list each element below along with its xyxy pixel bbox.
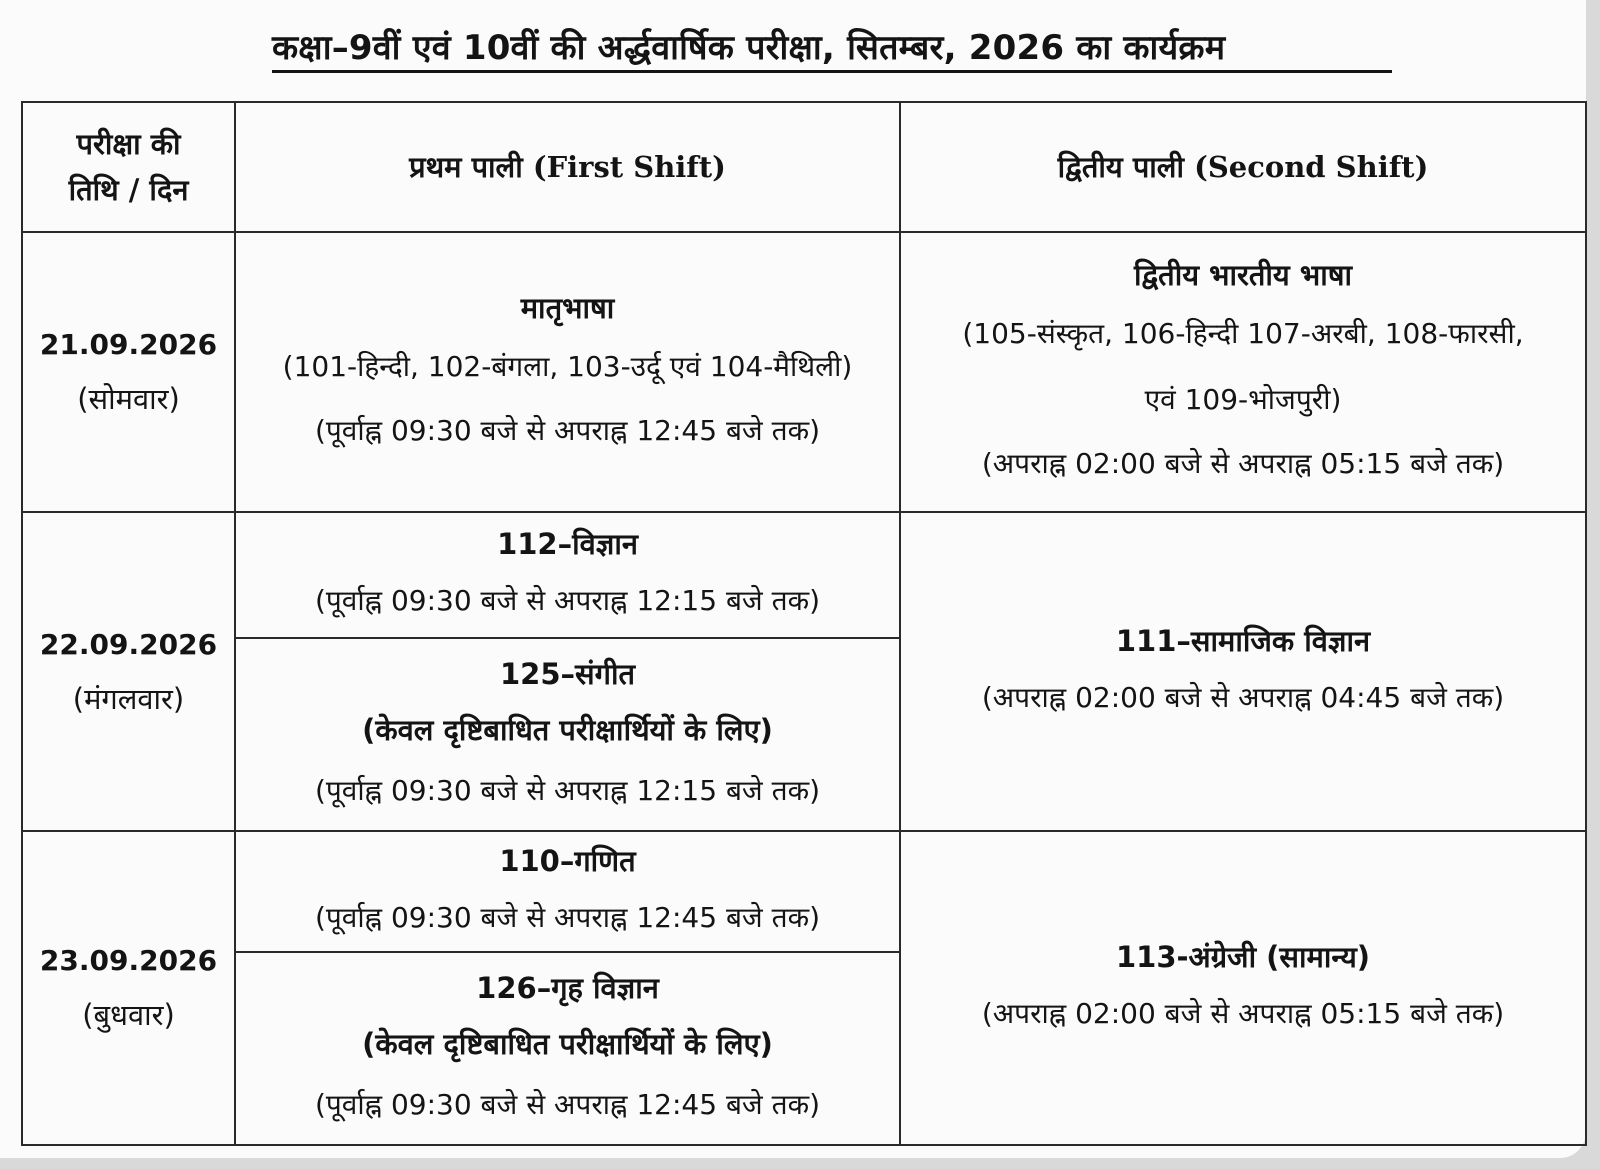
- subject-codes-line1: (105-संस्कृत, 106-हिन्दी 107-अरबी, 108-फारसी,: [962, 317, 1524, 350]
- date-cell: [22, 232, 235, 512]
- second-shift-cell: [900, 512, 1586, 831]
- subject-name: मातृभाषा: [520, 291, 615, 325]
- date-cell: [22, 831, 235, 1145]
- subject-name: 125–संगीत: [499, 656, 635, 691]
- exam-day: (बुधवार): [82, 998, 175, 1032]
- page-title: कक्षा–9वीं एवं 10वीं की अर्द्धवार्षिक परीक्षा, सितम्बर, 2026 का कार्यक्रम: [272, 28, 1392, 73]
- subject-note: (केवल दृष्टिबाधित परीक्षार्थियों के लिए): [362, 1026, 773, 1061]
- date-cell: [22, 512, 235, 831]
- subject-codes-line2: एवं 109-भोजपुरी): [1144, 383, 1342, 416]
- first-shift-cell: [235, 232, 900, 512]
- exam-schedule-table: [21, 101, 1587, 1146]
- header-second-shift: [900, 102, 1586, 232]
- exam-time: (अपराह्न 02:00 बजे से अपराह्न 04:45 बजे तक): [981, 680, 1505, 714]
- exam-day: (मंगलवार): [72, 681, 185, 716]
- first-shift-cell: [235, 831, 900, 952]
- header-first-shift-english: (First Shift): [532, 150, 726, 184]
- exam-time: (पूर्वाह्न 09:30 बजे से अपराह्न 12:45 बजे तक): [314, 900, 820, 934]
- exam-day: (सोमवार): [77, 382, 180, 416]
- second-shift-cell: [900, 831, 1586, 1145]
- header-second-shift-english: (Second Shift): [1194, 150, 1429, 184]
- header-first-shift: [235, 102, 900, 232]
- header-row: [22, 102, 1586, 232]
- exam-date: 21.09.2026: [39, 328, 218, 361]
- subject-name: 112–विज्ञान: [497, 527, 638, 561]
- subject-codes: (101-हिन्दी, 102-बंगला, 103-उर्दू एवं 104-मैथिली): [282, 350, 853, 383]
- exam-time: (अपराह्न 02:00 बजे से अपराह्न 05:15 बजे तक): [981, 447, 1505, 480]
- exam-time: (पूर्वाह्न 09:30 बजे से अपराह्न 12:45 बजे तक): [314, 1087, 820, 1121]
- table-row: [22, 831, 1586, 952]
- subject-name: द्वितीय भारतीय भाषा: [1133, 258, 1353, 292]
- first-shift-cell: [235, 512, 900, 638]
- subject-name: 126–गृह विज्ञान: [476, 970, 659, 1005]
- subject-name: 110–गणित: [499, 843, 636, 878]
- table-row: [22, 512, 1586, 638]
- exam-time: (पूर्वाह्न 09:30 बजे से अपराह्न 12:45 बजे तक): [314, 414, 820, 447]
- first-shift-cell: [235, 952, 900, 1145]
- exam-date: 22.09.2026: [39, 627, 218, 661]
- table-row: [22, 232, 1586, 512]
- second-shift-cell: [900, 232, 1586, 512]
- header-second-shift-hindi: द्वितीय पाली: [1057, 150, 1184, 184]
- exam-time: (अपराह्न 02:00 बजे से अपराह्न 05:15 बजे तक): [981, 997, 1505, 1030]
- exam-date: 23.09.2026: [39, 944, 218, 977]
- exam-time: (पूर्वाह्न 09:30 बजे से अपराह्न 12:15 बजे तक): [314, 773, 820, 807]
- exam-time: (पूर्वाह्न 09:30 बजे से अपराह्न 12:15 बजे तक): [314, 584, 820, 617]
- header-first-shift-hindi: प्रथम पाली: [409, 150, 523, 184]
- header-date-line2: तिथि / दिन: [68, 173, 189, 207]
- header-date-day: [22, 102, 235, 232]
- first-shift-cell: [235, 638, 900, 831]
- subject-note: (केवल दृष्टिबाधित परीक्षार्थियों के लिए): [362, 712, 773, 747]
- subject-name: 113-अंग्रेजी (सामान्य): [1115, 940, 1371, 974]
- subject-name: 111–सामाजिक विज्ञान: [1115, 623, 1371, 658]
- header-date-line1: परीक्षा की: [76, 127, 181, 161]
